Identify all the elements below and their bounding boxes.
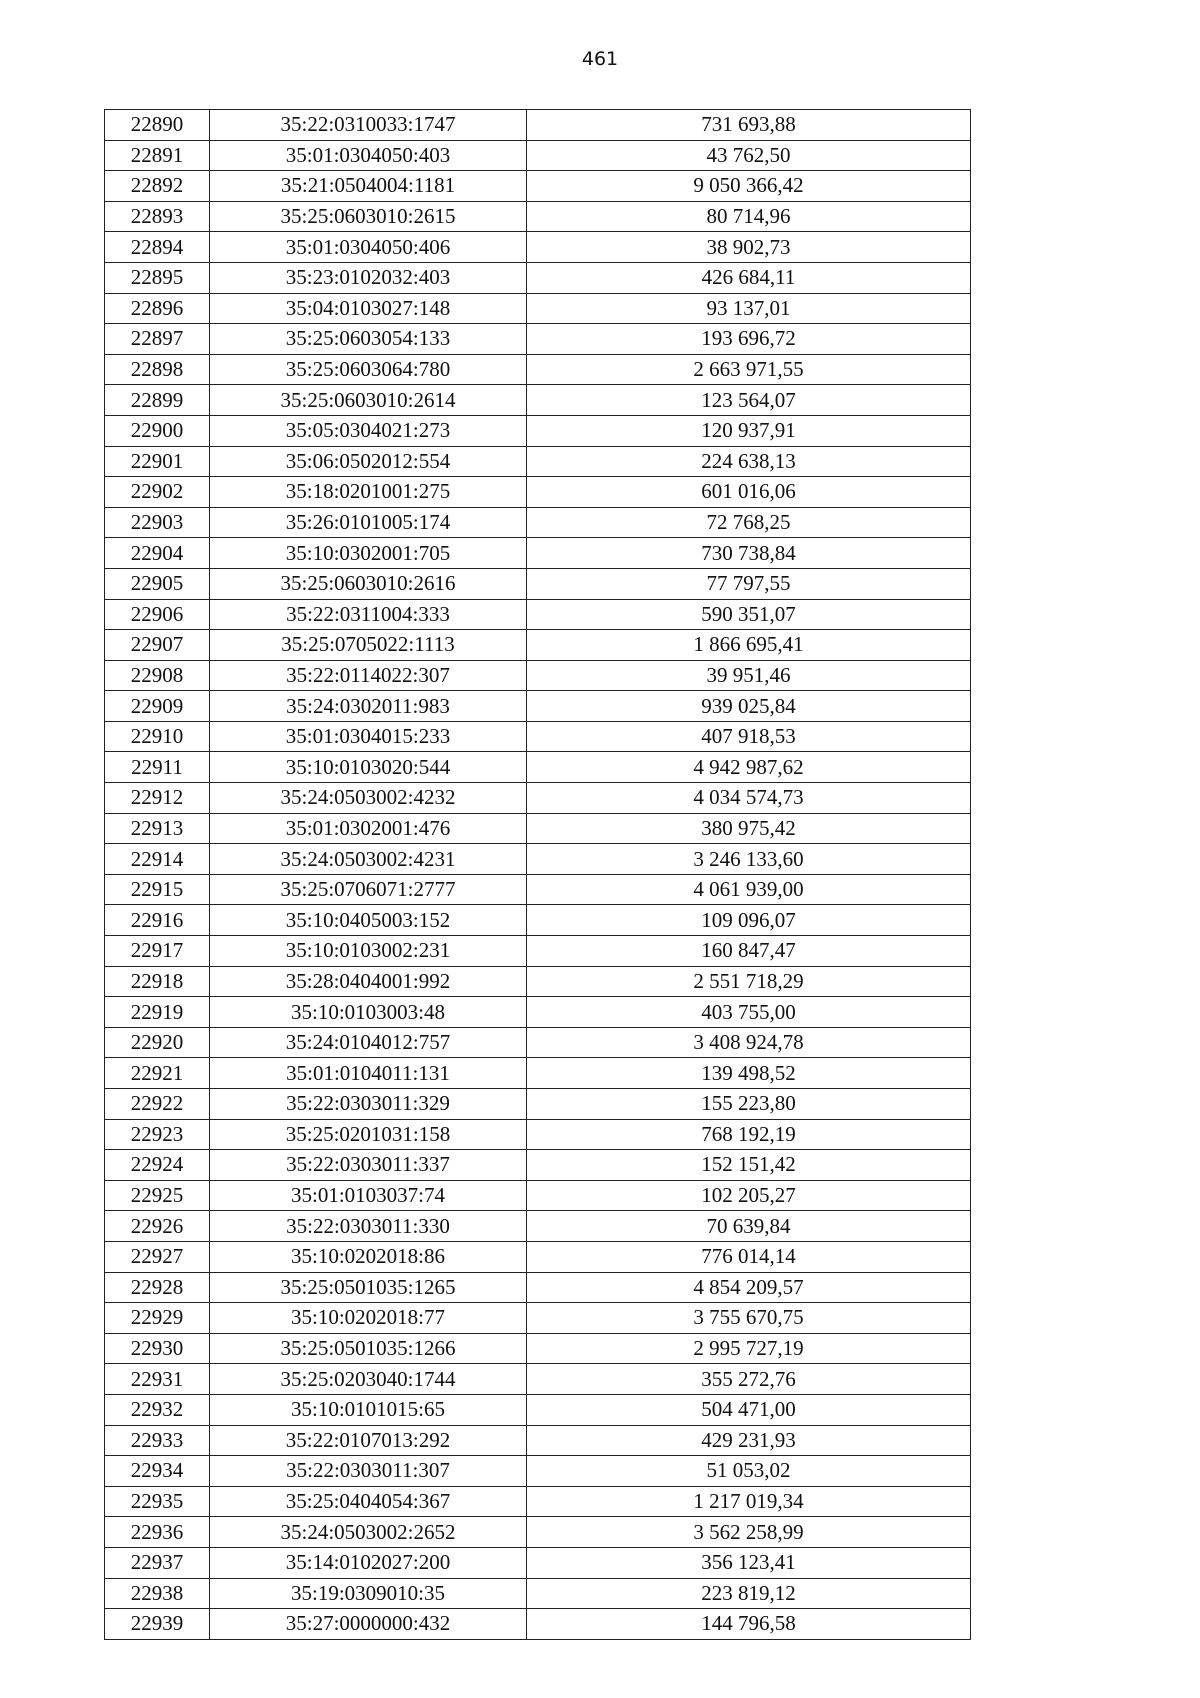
row-number-cell: 22937 bbox=[105, 1547, 210, 1578]
cadastral-value-cell: 102 205,27 bbox=[527, 1180, 971, 1211]
cadastral-number-cell: 35:25:0705022:1113 bbox=[210, 630, 527, 661]
cadastral-value-cell: 155 223,80 bbox=[527, 1089, 971, 1120]
cadastral-number-cell: 35:22:0107013:292 bbox=[210, 1425, 527, 1456]
table-row bbox=[105, 171, 971, 202]
row-number-cell: 22925 bbox=[105, 1180, 210, 1211]
cadastral-number-cell: 35:24:0104012:757 bbox=[210, 1027, 527, 1058]
cadastral-value-cell: 3 755 670,75 bbox=[527, 1303, 971, 1334]
row-number-cell: 22912 bbox=[105, 783, 210, 814]
cadastral-number-cell: 35:18:0201001:275 bbox=[210, 477, 527, 508]
cadastral-number-cell: 35:01:0302001:476 bbox=[210, 813, 527, 844]
row-number-cell: 22896 bbox=[105, 293, 210, 324]
row-number-cell: 22905 bbox=[105, 568, 210, 599]
cadastral-value-cell: 93 137,01 bbox=[527, 293, 971, 324]
table-row bbox=[105, 507, 971, 538]
row-number-cell: 22915 bbox=[105, 874, 210, 905]
row-number-cell: 22923 bbox=[105, 1119, 210, 1150]
table-row bbox=[105, 324, 971, 355]
cadastral-value-cell: 355 272,76 bbox=[527, 1364, 971, 1395]
page-number: 461 bbox=[581, 48, 619, 70]
row-number-cell: 22902 bbox=[105, 477, 210, 508]
table-row bbox=[105, 905, 971, 936]
cadastral-number-cell: 35:10:0202018:86 bbox=[210, 1241, 527, 1272]
cadastral-value-cell: 224 638,13 bbox=[527, 446, 971, 477]
row-number-cell: 22901 bbox=[105, 446, 210, 477]
cadastral-number-cell: 35:10:0103002:231 bbox=[210, 936, 527, 967]
cadastral-number-cell: 35:22:0303011:329 bbox=[210, 1089, 527, 1120]
cadastral-value-cell: 776 014,14 bbox=[527, 1241, 971, 1272]
cadastral-value-cell: 223 819,12 bbox=[527, 1578, 971, 1609]
row-number-cell: 22926 bbox=[105, 1211, 210, 1242]
cadastral-value-cell: 380 975,42 bbox=[527, 813, 971, 844]
cadastral-value-cell: 2 551 718,29 bbox=[527, 966, 971, 997]
row-number-cell: 22907 bbox=[105, 630, 210, 661]
cadastral-value-cell: 72 768,25 bbox=[527, 507, 971, 538]
cadastral-value-cell: 9 050 366,42 bbox=[527, 171, 971, 202]
table-row bbox=[105, 293, 971, 324]
table-row bbox=[105, 630, 971, 661]
cadastral-number-cell: 35:25:0404054:367 bbox=[210, 1486, 527, 1517]
cadastral-value-cell: 601 016,06 bbox=[527, 477, 971, 508]
table-row bbox=[105, 599, 971, 630]
row-number-cell: 22890 bbox=[105, 110, 210, 141]
table-row bbox=[105, 721, 971, 752]
row-number-cell: 22917 bbox=[105, 936, 210, 967]
table-row bbox=[105, 201, 971, 232]
cadastral-value-cell: 768 192,19 bbox=[527, 1119, 971, 1150]
table-row bbox=[105, 1027, 971, 1058]
cadastral-value-cell: 939 025,84 bbox=[527, 691, 971, 722]
row-number-cell: 22892 bbox=[105, 171, 210, 202]
cadastral-number-cell: 35:22:0310033:1747 bbox=[210, 110, 527, 141]
row-number-cell: 22914 bbox=[105, 844, 210, 875]
row-number-cell: 22935 bbox=[105, 1486, 210, 1517]
cadastral-number-cell: 35:21:0504004:1181 bbox=[210, 171, 527, 202]
row-number-cell: 22899 bbox=[105, 385, 210, 416]
cadastral-value-cell: 407 918,53 bbox=[527, 721, 971, 752]
table-row bbox=[105, 140, 971, 171]
row-number-cell: 22916 bbox=[105, 905, 210, 936]
table-row bbox=[105, 415, 971, 446]
cadastral-value-cell: 144 796,58 bbox=[527, 1609, 971, 1640]
row-number-cell: 22927 bbox=[105, 1241, 210, 1272]
row-number-cell: 22918 bbox=[105, 966, 210, 997]
cadastral-value-cell: 3 408 924,78 bbox=[527, 1027, 971, 1058]
table-row bbox=[105, 1150, 971, 1181]
table-row bbox=[105, 110, 971, 141]
row-number-cell: 22898 bbox=[105, 354, 210, 385]
table-row bbox=[105, 1609, 971, 1640]
table-row bbox=[105, 1456, 971, 1487]
cadastral-value-cell: 426 684,11 bbox=[527, 262, 971, 293]
cadastral-number-cell: 35:04:0103027:148 bbox=[210, 293, 527, 324]
cadastral-number-cell: 35:10:0101015:65 bbox=[210, 1394, 527, 1425]
row-number-cell: 22930 bbox=[105, 1333, 210, 1364]
table-row bbox=[105, 966, 971, 997]
cadastral-value-cell: 109 096,07 bbox=[527, 905, 971, 936]
cadastral-number-cell: 35:10:0103020:544 bbox=[210, 752, 527, 783]
cadastral-number-cell: 35:06:0502012:554 bbox=[210, 446, 527, 477]
row-number-cell: 22933 bbox=[105, 1425, 210, 1456]
cadastral-number-cell: 35:05:0304021:273 bbox=[210, 415, 527, 446]
cadastral-value-cell: 429 231,93 bbox=[527, 1425, 971, 1456]
cadastral-value-cell: 120 937,91 bbox=[527, 415, 971, 446]
cadastral-value-table bbox=[104, 109, 971, 1640]
table-row bbox=[105, 1486, 971, 1517]
row-number-cell: 22929 bbox=[105, 1303, 210, 1334]
row-number-cell: 22906 bbox=[105, 599, 210, 630]
row-number-cell: 22897 bbox=[105, 324, 210, 355]
cadastral-number-cell: 35:01:0304015:233 bbox=[210, 721, 527, 752]
cadastral-number-cell: 35:27:0000000:432 bbox=[210, 1609, 527, 1640]
cadastral-number-cell: 35:28:0404001:992 bbox=[210, 966, 527, 997]
cadastral-number-cell: 35:24:0503002:2652 bbox=[210, 1517, 527, 1548]
table-row bbox=[105, 1272, 971, 1303]
cadastral-value-cell: 356 123,41 bbox=[527, 1547, 971, 1578]
cadastral-value-cell: 77 797,55 bbox=[527, 568, 971, 599]
row-number-cell: 22939 bbox=[105, 1609, 210, 1640]
table-row bbox=[105, 1089, 971, 1120]
table-row bbox=[105, 1119, 971, 1150]
row-number-cell: 22919 bbox=[105, 997, 210, 1028]
cadastral-number-cell: 35:14:0102027:200 bbox=[210, 1547, 527, 1578]
table-row bbox=[105, 1303, 971, 1334]
cadastral-value-cell: 4 854 209,57 bbox=[527, 1272, 971, 1303]
table-row bbox=[105, 1211, 971, 1242]
row-number-cell: 22909 bbox=[105, 691, 210, 722]
row-number-cell: 22895 bbox=[105, 262, 210, 293]
cadastral-number-cell: 35:24:0503002:4231 bbox=[210, 844, 527, 875]
cadastral-number-cell: 35:26:0101005:174 bbox=[210, 507, 527, 538]
table-row bbox=[105, 1058, 971, 1089]
table-row bbox=[105, 232, 971, 263]
table-row bbox=[105, 1517, 971, 1548]
row-number-cell: 22934 bbox=[105, 1456, 210, 1487]
cadastral-value-cell: 403 755,00 bbox=[527, 997, 971, 1028]
row-number-cell: 22900 bbox=[105, 415, 210, 446]
table-row bbox=[105, 1180, 971, 1211]
row-number-cell: 22936 bbox=[105, 1517, 210, 1548]
cadastral-number-cell: 35:25:0603010:2614 bbox=[210, 385, 527, 416]
row-number-cell: 22893 bbox=[105, 201, 210, 232]
cadastral-value-cell: 4 061 939,00 bbox=[527, 874, 971, 905]
cadastral-value-cell: 2 995 727,19 bbox=[527, 1333, 971, 1364]
row-number-cell: 22928 bbox=[105, 1272, 210, 1303]
table-row bbox=[105, 691, 971, 722]
cadastral-number-cell: 35:25:0203040:1744 bbox=[210, 1364, 527, 1395]
table-row bbox=[105, 1394, 971, 1425]
table-row bbox=[105, 477, 971, 508]
cadastral-number-cell: 35:10:0302001:705 bbox=[210, 538, 527, 569]
cadastral-number-cell: 35:25:0603010:2615 bbox=[210, 201, 527, 232]
cadastral-value-cell: 70 639,84 bbox=[527, 1211, 971, 1242]
row-number-cell: 22908 bbox=[105, 660, 210, 691]
cadastral-value-cell: 152 151,42 bbox=[527, 1150, 971, 1181]
cadastral-number-cell: 35:25:0603064:780 bbox=[210, 354, 527, 385]
row-number-cell: 22924 bbox=[105, 1150, 210, 1181]
cadastral-number-cell: 35:01:0103037:74 bbox=[210, 1180, 527, 1211]
cadastral-value-cell: 193 696,72 bbox=[527, 324, 971, 355]
cadastral-value-cell: 51 053,02 bbox=[527, 1456, 971, 1487]
cadastral-value-cell: 80 714,96 bbox=[527, 201, 971, 232]
table-row bbox=[105, 1241, 971, 1272]
table-row bbox=[105, 446, 971, 477]
row-number-cell: 22920 bbox=[105, 1027, 210, 1058]
cadastral-value-cell: 3 246 133,60 bbox=[527, 844, 971, 875]
row-number-cell: 22904 bbox=[105, 538, 210, 569]
cadastral-value-cell: 731 693,88 bbox=[527, 110, 971, 141]
cadastral-number-cell: 35:25:0706071:2777 bbox=[210, 874, 527, 905]
cadastral-value-cell: 38 902,73 bbox=[527, 232, 971, 263]
cadastral-number-cell: 35:25:0501035:1265 bbox=[210, 1272, 527, 1303]
cadastral-number-cell: 35:22:0114022:307 bbox=[210, 660, 527, 691]
cadastral-number-cell: 35:24:0302011:983 bbox=[210, 691, 527, 722]
cadastral-number-cell: 35:24:0503002:4232 bbox=[210, 783, 527, 814]
table-row bbox=[105, 752, 971, 783]
table-row bbox=[105, 354, 971, 385]
table-row bbox=[105, 262, 971, 293]
row-number-cell: 22922 bbox=[105, 1089, 210, 1120]
cadastral-number-cell: 35:22:0303011:337 bbox=[210, 1150, 527, 1181]
cadastral-number-cell: 35:19:0309010:35 bbox=[210, 1578, 527, 1609]
cadastral-number-cell: 35:23:0102032:403 bbox=[210, 262, 527, 293]
row-number-cell: 22891 bbox=[105, 140, 210, 171]
cadastral-number-cell: 35:25:0603054:133 bbox=[210, 324, 527, 355]
cadastral-number-cell: 35:01:0104011:131 bbox=[210, 1058, 527, 1089]
table-row bbox=[105, 1364, 971, 1395]
cadastral-number-cell: 35:25:0603010:2616 bbox=[210, 568, 527, 599]
table-row bbox=[105, 538, 971, 569]
table-row bbox=[105, 813, 971, 844]
table-row bbox=[105, 568, 971, 599]
cadastral-value-cell: 39 951,46 bbox=[527, 660, 971, 691]
cadastral-number-cell: 35:25:0501035:1266 bbox=[210, 1333, 527, 1364]
row-number-cell: 22913 bbox=[105, 813, 210, 844]
row-number-cell: 22911 bbox=[105, 752, 210, 783]
row-number-cell: 22932 bbox=[105, 1394, 210, 1425]
row-number-cell: 22894 bbox=[105, 232, 210, 263]
cadastral-value-cell: 2 663 971,55 bbox=[527, 354, 971, 385]
table-row bbox=[105, 1425, 971, 1456]
cadastral-number-cell: 35:01:0304050:403 bbox=[210, 140, 527, 171]
cadastral-value-cell: 139 498,52 bbox=[527, 1058, 971, 1089]
row-number-cell: 22938 bbox=[105, 1578, 210, 1609]
table-row bbox=[105, 783, 971, 814]
table-body bbox=[105, 110, 971, 1640]
cadastral-value-cell: 730 738,84 bbox=[527, 538, 971, 569]
cadastral-number-cell: 35:10:0103003:48 bbox=[210, 997, 527, 1028]
cadastral-value-cell: 160 847,47 bbox=[527, 936, 971, 967]
row-number-cell: 22931 bbox=[105, 1364, 210, 1395]
table-row bbox=[105, 997, 971, 1028]
cadastral-number-cell: 35:25:0201031:158 bbox=[210, 1119, 527, 1150]
cadastral-value-cell: 123 564,07 bbox=[527, 385, 971, 416]
cadastral-number-cell: 35:22:0303011:307 bbox=[210, 1456, 527, 1487]
table-row bbox=[105, 1547, 971, 1578]
cadastral-value-cell: 4 942 987,62 bbox=[527, 752, 971, 783]
table-row bbox=[105, 1333, 971, 1364]
row-number-cell: 22903 bbox=[105, 507, 210, 538]
table-row bbox=[105, 1578, 971, 1609]
table-row bbox=[105, 874, 971, 905]
cadastral-value-cell: 590 351,07 bbox=[527, 599, 971, 630]
table-row bbox=[105, 385, 971, 416]
table-row bbox=[105, 660, 971, 691]
table-row bbox=[105, 844, 971, 875]
row-number-cell: 22921 bbox=[105, 1058, 210, 1089]
cadastral-number-cell: 35:22:0303011:330 bbox=[210, 1211, 527, 1242]
cadastral-number-cell: 35:10:0202018:77 bbox=[210, 1303, 527, 1334]
cadastral-number-cell: 35:22:0311004:333 bbox=[210, 599, 527, 630]
cadastral-value-cell: 1 217 019,34 bbox=[527, 1486, 971, 1517]
cadastral-number-cell: 35:01:0304050:406 bbox=[210, 232, 527, 263]
cadastral-value-cell: 3 562 258,99 bbox=[527, 1517, 971, 1548]
cadastral-value-cell: 4 034 574,73 bbox=[527, 783, 971, 814]
cadastral-number-cell: 35:10:0405003:152 bbox=[210, 905, 527, 936]
cadastral-value-cell: 43 762,50 bbox=[527, 140, 971, 171]
cadastral-value-cell: 1 866 695,41 bbox=[527, 630, 971, 661]
table-row bbox=[105, 936, 971, 967]
row-number-cell: 22910 bbox=[105, 721, 210, 752]
cadastral-value-cell: 504 471,00 bbox=[527, 1394, 971, 1425]
